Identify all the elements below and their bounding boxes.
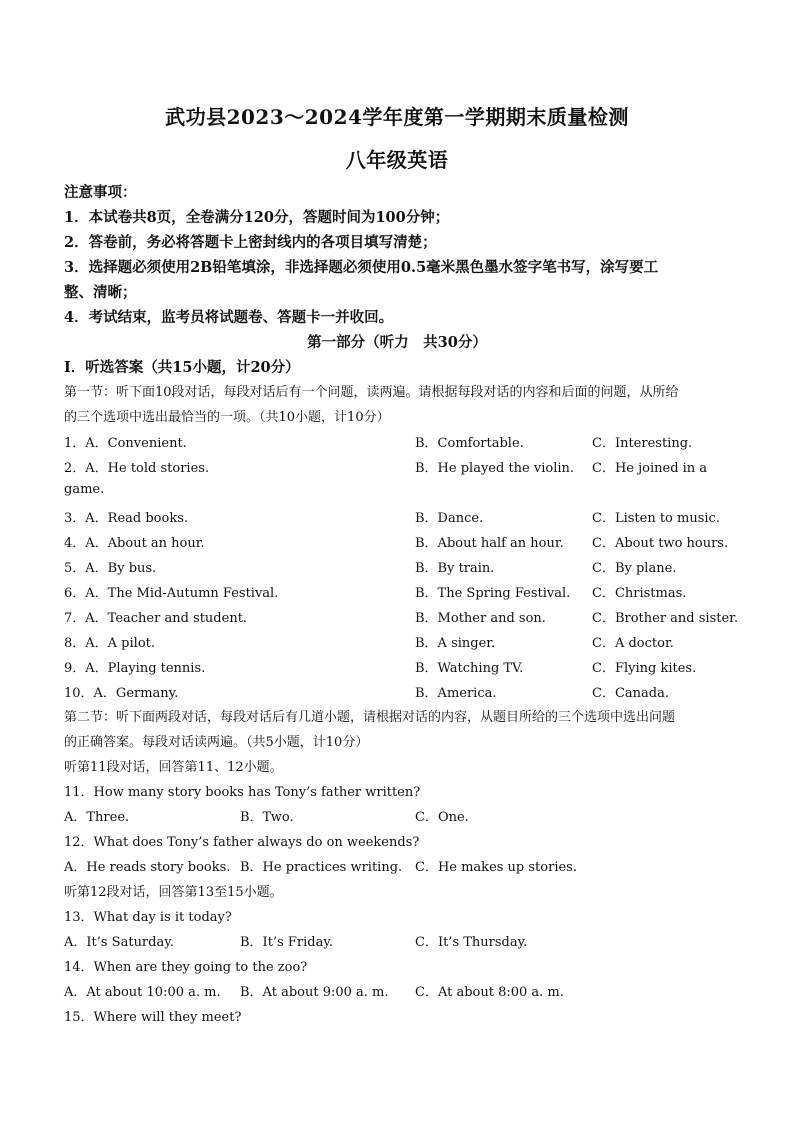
question-9-option-c: C．Flying kites. xyxy=(592,661,697,676)
question-12-stem: 12．What does Tony’s father always do on weekends? xyxy=(64,835,420,850)
question-1-option-b: B．Comfortable. xyxy=(415,436,524,451)
section2-instruction: 第二节：听下面两段对话，每段对话后有几道小题，请根据对话的内容，从题目所给的三个选项中选出问题 xyxy=(64,710,676,725)
notice-item: 4．考试结束，监考员将试题卷、答题卡一并收回。 xyxy=(64,309,394,326)
question-13-option-c: C．It’s Thursday. xyxy=(415,935,528,950)
section-i-heading: Ⅰ．听选答案（共15小题，计20分） xyxy=(64,359,300,376)
question-7-option-b: B．Mother and son. xyxy=(415,611,546,626)
question-8-option-b: B．A singer. xyxy=(415,636,496,651)
question-6-option-b: B．The Spring Festival. xyxy=(415,586,571,601)
question-6-option-c: C．Christmas. xyxy=(592,586,687,601)
question-2-option-a: 2．A．He told stories. xyxy=(64,461,210,476)
question-7-option-c: C．Brother and sister. xyxy=(592,611,739,626)
question-15-stem: 15．Where will they meet? xyxy=(64,1010,242,1025)
question-3-option-a: 3．A．Read books. xyxy=(64,511,189,526)
question-12-option-c: C．He makes up stories. xyxy=(415,860,577,875)
question-4-option-a: 4．A．About an hour. xyxy=(64,536,205,551)
question-1-option-a: 1．A．Convenient. xyxy=(64,436,187,451)
question-14-stem: 14．When are they going to the zoo? xyxy=(64,960,308,975)
question-8-option-a: 8．A．A pilot. xyxy=(64,636,156,651)
question-7-option-a: 7．A．Teacher and student. xyxy=(64,611,248,626)
question-5-option-b: B．By train. xyxy=(415,561,495,576)
part-one-heading: 第一部分（听力 共30分） xyxy=(307,334,487,351)
question-9-option-a: 9．A．Playing tennis. xyxy=(64,661,206,676)
question-11-option-c: C．One. xyxy=(415,810,469,825)
section1-instruction: 的三个选项中选出最恰当的一项。（共10小题，计10分） xyxy=(64,410,390,425)
question-11-option-b: B．Two. xyxy=(240,810,294,825)
exam-title: 武功县2023～2024学年度第一学期期末质量检测 xyxy=(165,105,629,129)
question-5-option-a: 5．A．By bus. xyxy=(64,561,157,576)
question-1-option-c: C．Interesting. xyxy=(592,436,693,451)
notice-heading: 注意事项： xyxy=(64,184,137,201)
question-10-option-c: C．Canada. xyxy=(592,686,669,701)
question-14-option-a: A．At about 10:00 a. m. xyxy=(64,985,221,1000)
question-13-option-b: B．It’s Friday. xyxy=(240,935,334,950)
notice-item: 3．选择题必须使用2B铅笔填涂，非选择题必须使用0.5毫米黑色墨水签字笔书写，涂写要工 xyxy=(64,259,659,276)
notice-item: 整、清晰； xyxy=(64,284,137,301)
question-5-option-c: C．By plane. xyxy=(592,561,677,576)
question-4-option-b: B．About half an hour. xyxy=(415,536,564,551)
section2-instruction: 的正确答案。每段对话读两遍。（共5小题，计10分） xyxy=(64,735,369,750)
question-10-option-a: 10．A．Germany. xyxy=(64,686,179,701)
section1-instruction: 第一节：听下面10段对话，每段对话后有一个问题，读两遍。请根据每段对话的内容和后面的问题，从所给 xyxy=(64,385,679,400)
question-13-stem: 13．What day is it today? xyxy=(64,910,232,925)
question-3-option-c: C．Listen to music. xyxy=(592,511,720,526)
question-10-option-b: B．America. xyxy=(415,686,497,701)
question-2-option-b: B．He played the violin. xyxy=(415,461,575,476)
question-14-option-b: B．At about 9:00 a. m. xyxy=(240,985,389,1000)
exam-subtitle: 八年级英语 xyxy=(345,148,449,172)
question-2-option-c-wrap: game. xyxy=(64,482,105,497)
notice-item: 1．本试卷共8页，全卷满分120分，答题时间为100分钟； xyxy=(64,209,450,226)
dialog-11-heading: 听第11段对话，回答第11、12小题。 xyxy=(64,760,283,775)
question-12-option-b: B．He practices writing. xyxy=(240,860,403,875)
question-12-option-a: A．He reads story books. xyxy=(64,860,231,875)
question-2-option-c: C．He joined in a xyxy=(592,461,708,476)
question-11-option-a: A．Three. xyxy=(64,810,130,825)
question-3-option-b: B．Dance. xyxy=(415,511,484,526)
dialog-12-heading: 听第12段对话，回答第13至15小题。 xyxy=(64,885,283,900)
question-13-option-a: A．It’s Saturday. xyxy=(64,935,174,950)
question-11-stem: 11．How many story books has Tony’s father written? xyxy=(64,785,421,800)
question-4-option-c: C．About two hours. xyxy=(592,536,729,551)
notice-item: 2．答卷前，务必将答题卡上密封线内的各项目填写清楚； xyxy=(64,234,437,251)
question-6-option-a: 6．A．The Mid-Autumn Festival. xyxy=(64,586,279,601)
question-9-option-b: B．Watching TV. xyxy=(415,661,524,676)
question-14-option-c: C．At about 8:00 a. m. xyxy=(415,985,564,1000)
question-8-option-c: C．A doctor. xyxy=(592,636,674,651)
